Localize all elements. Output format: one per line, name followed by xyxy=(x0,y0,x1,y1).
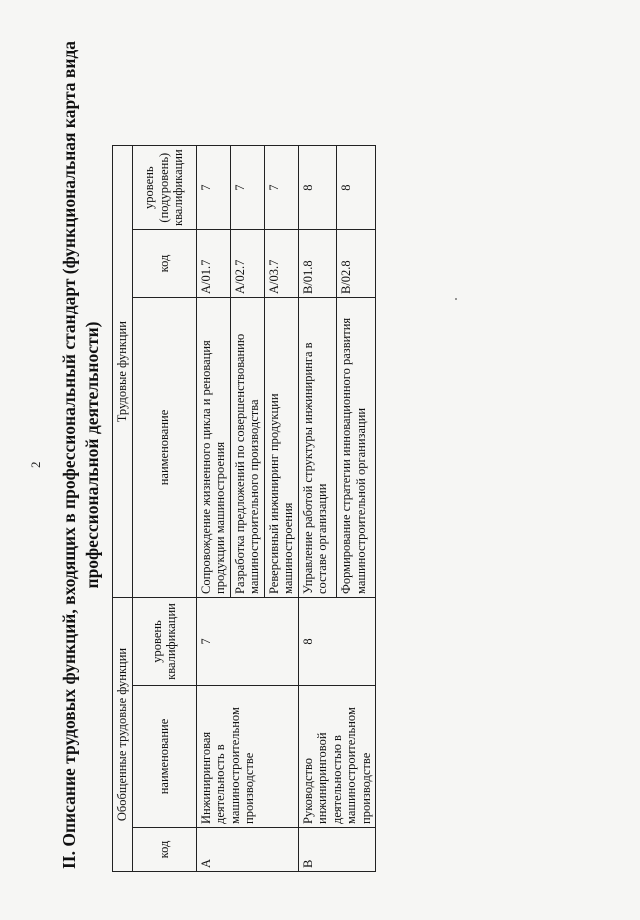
function-level: 8 xyxy=(337,146,376,230)
function-level: 8 xyxy=(298,146,337,230)
group-code: B xyxy=(298,828,376,872)
function-level: 7 xyxy=(264,146,298,230)
function-name: Формирование стратегии инновационного развития машиностроительной организации xyxy=(337,298,376,598)
col-level: уровень квалификации xyxy=(132,598,196,686)
col-function-name: наименование xyxy=(132,298,196,598)
group-level: 7 xyxy=(196,598,298,686)
col-name: наименование xyxy=(132,686,196,828)
function-level: 7 xyxy=(196,146,230,230)
group-level: 8 xyxy=(298,598,376,686)
function-name: Сопровождение жизненного цикла и реновация продукции машиностроения xyxy=(196,298,230,598)
function-name: Разработка предложений по совершенствованию машиностроительного производства xyxy=(230,298,264,598)
function-code: B/01.8 xyxy=(298,230,337,298)
functional-map-table xyxy=(112,145,376,872)
group-name: Руководство инжиниринговой деятельностью в машиностроительном производстве xyxy=(298,686,376,828)
labor-functions-header: Трудовые функции xyxy=(113,146,133,598)
group-code: A xyxy=(196,828,298,872)
table-row xyxy=(196,146,230,872)
section-title: II. Описание трудовых функций, входящих в профессиональный стандарт (функциональная карта вида профессиональной деятельности) xyxy=(59,40,102,870)
function-code: A/03.7 xyxy=(264,230,298,298)
function-code: B/02.8 xyxy=(337,230,376,298)
col-code: код xyxy=(132,828,196,872)
function-code: A/01.7 xyxy=(196,230,230,298)
table-row xyxy=(298,146,337,872)
group-name: Инжиниринговая деятельность в машиностроительном производстве xyxy=(196,686,298,828)
function-name: Реверсивный инжиниринг продукции машиностроения xyxy=(264,298,298,598)
page-number: 2 xyxy=(28,461,43,468)
column-header-row xyxy=(132,146,196,872)
col-function-code: код xyxy=(132,230,196,298)
group-header-row xyxy=(113,146,133,872)
col-function-level: уровень (подуровень) квалификации xyxy=(132,146,196,230)
function-code: A/02.7 xyxy=(230,230,264,298)
function-name: Управление работой структуры инжиниринга в составе организации xyxy=(298,298,337,598)
function-level: 7 xyxy=(230,146,264,230)
generalized-functions-header: Обобщенные трудовые функции xyxy=(113,598,133,872)
